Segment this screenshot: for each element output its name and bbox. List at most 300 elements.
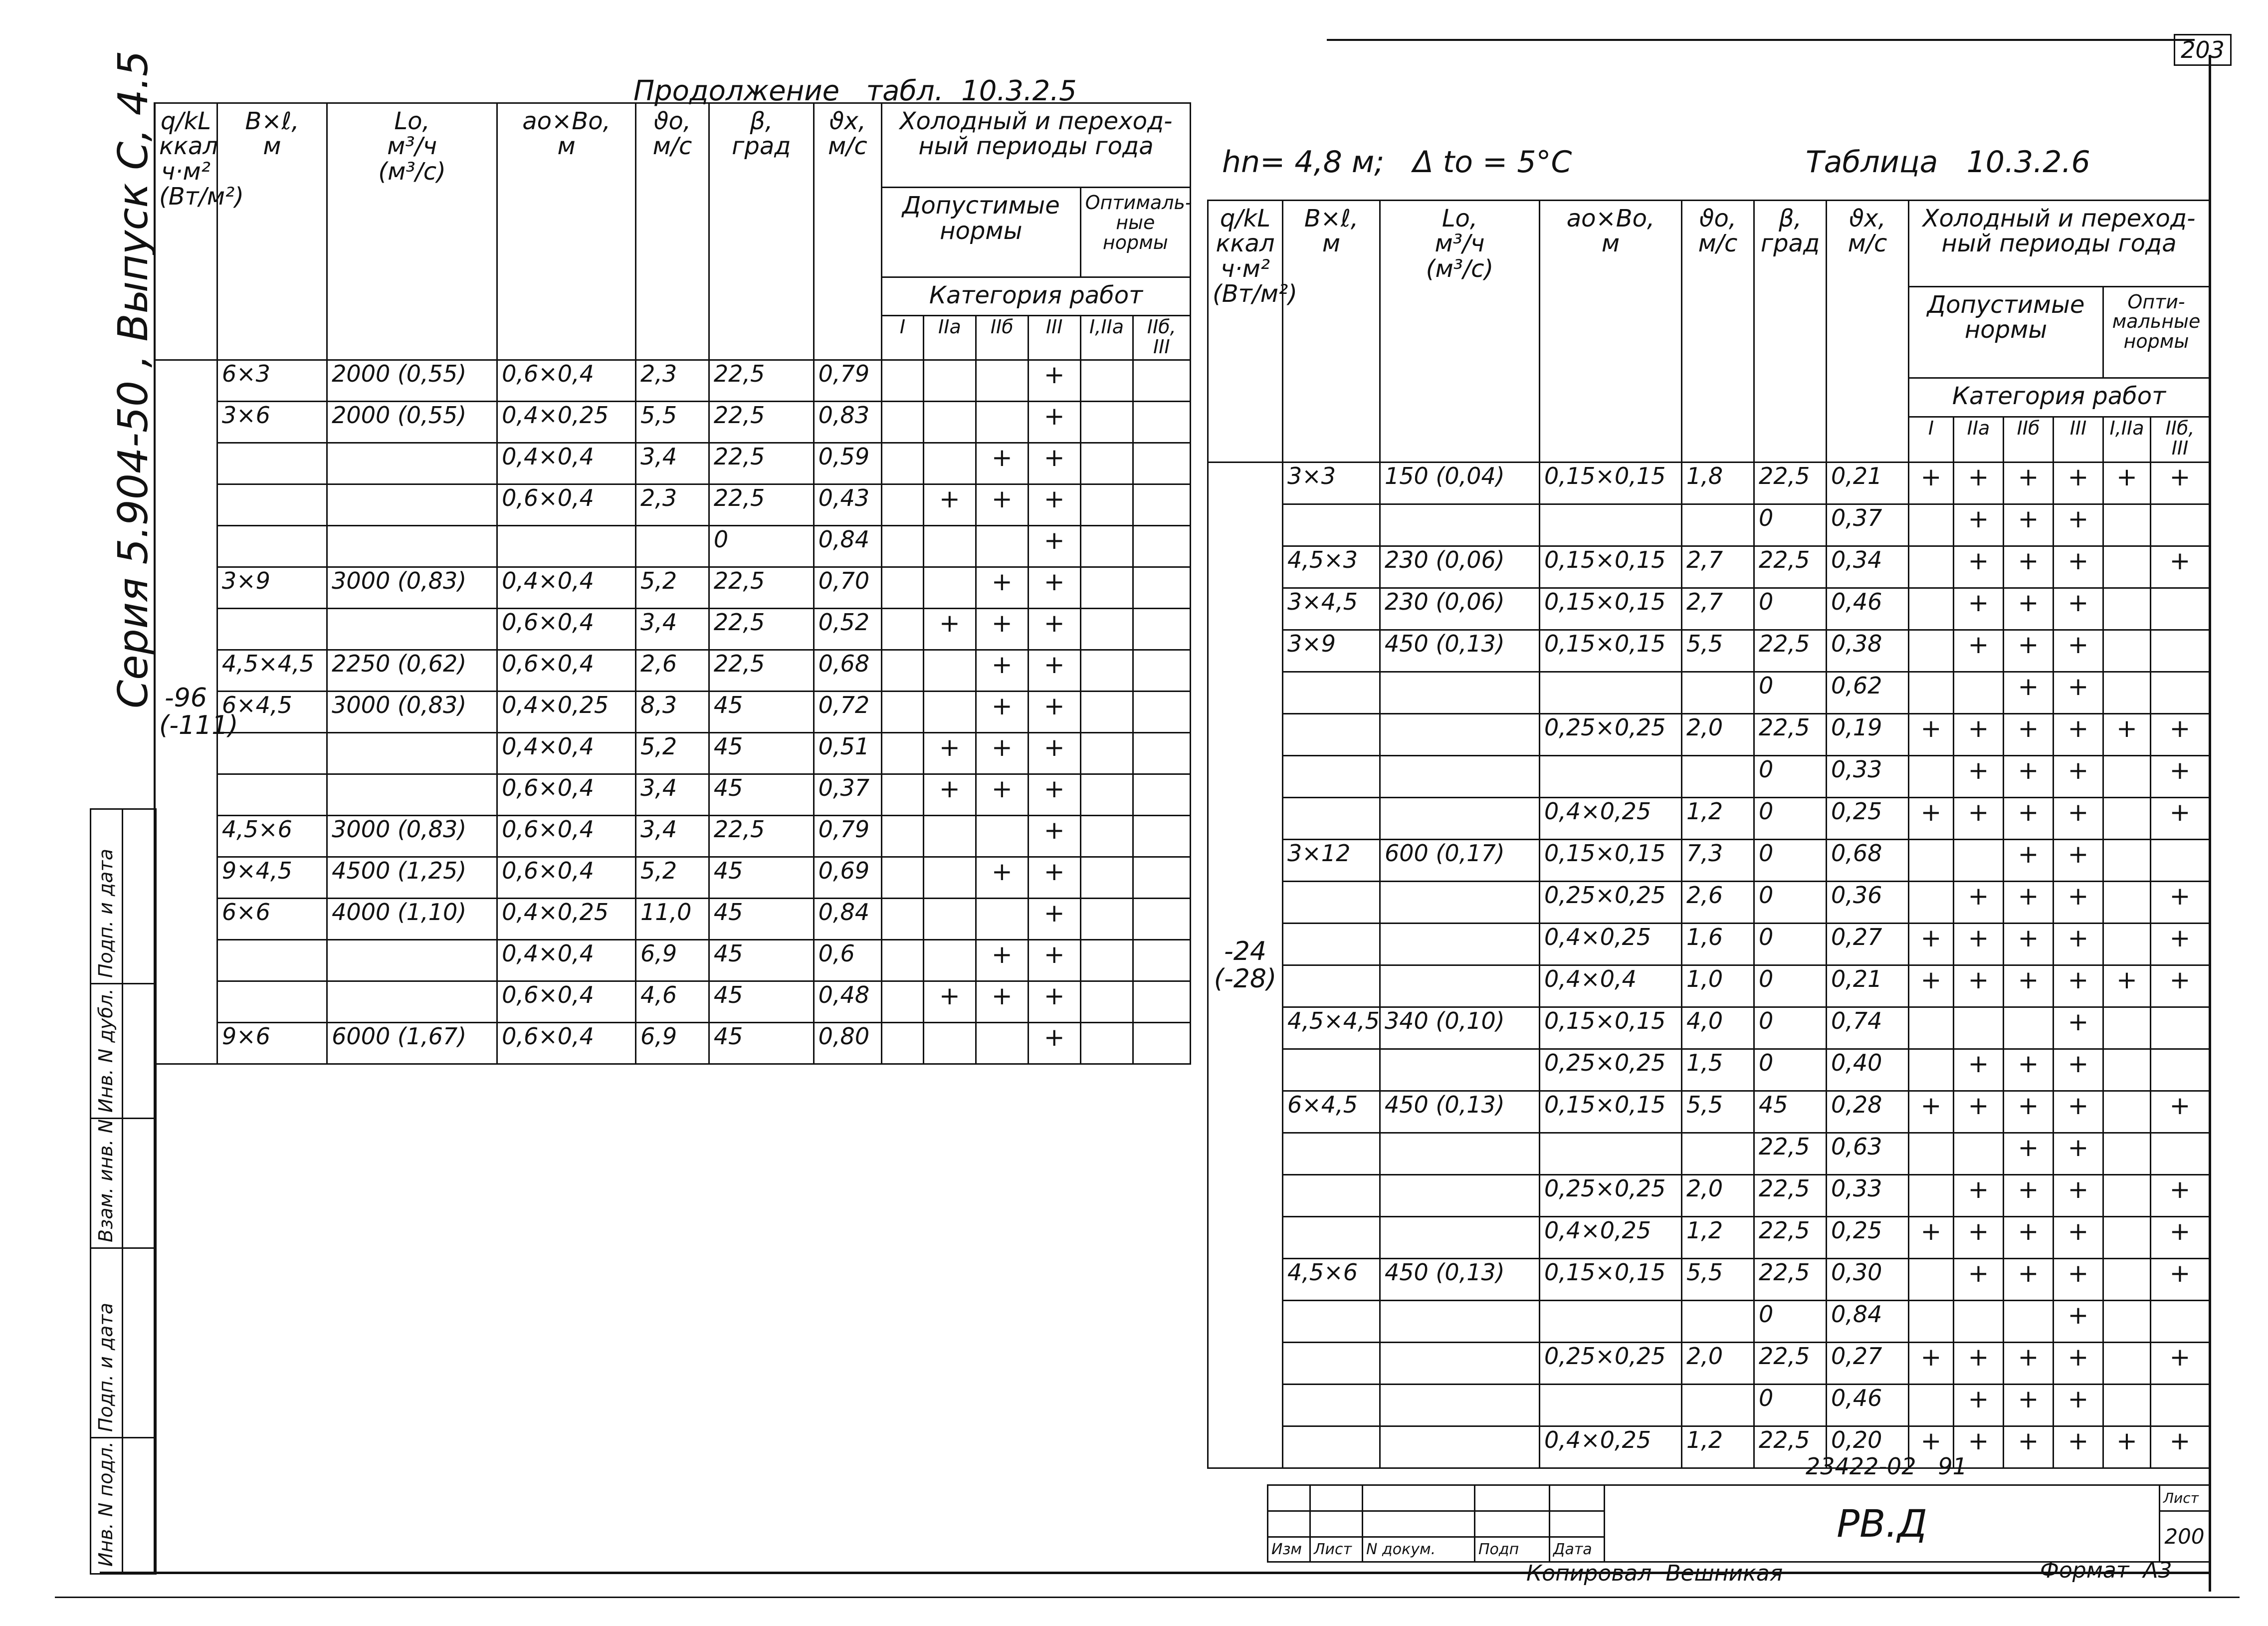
right-cell-beta: 22,5	[1754, 1133, 1827, 1175]
right-cell-vo: 1,2	[1682, 1426, 1754, 1468]
right-cell-lo	[1380, 1217, 1540, 1259]
right-cell-vx: 0,84	[1827, 1301, 1909, 1343]
right-cell-bl	[1283, 924, 1380, 965]
right-row	[1208, 672, 2210, 714]
left-cell-bl: 6×4,5	[217, 692, 327, 733]
right-mark: +	[2054, 1007, 2103, 1049]
left-mark: +	[976, 981, 1028, 1023]
right-mark	[2103, 924, 2151, 965]
left-cell-bl: 9×6	[217, 1023, 327, 1064]
right-mark: +	[1954, 546, 2004, 588]
right-cell-vx: 0,74	[1827, 1007, 1909, 1049]
left-cell-lo: 3000 (0,83)	[327, 816, 497, 857]
left-cell-beta: 22,5	[709, 360, 814, 402]
right-mark: +	[1954, 756, 2004, 798]
right-h-vx: ϑx, м/с	[1827, 201, 1909, 463]
right-cell-lo	[1380, 672, 1540, 714]
right-mark	[1909, 1175, 1954, 1217]
left-mark: +	[1028, 360, 1080, 402]
right-cell-ab: 0,25×0,25	[1540, 1175, 1682, 1217]
right-mark: +	[2151, 1217, 2210, 1259]
right-cell-ab: 0,15×0,15	[1540, 1259, 1682, 1301]
right-h-category: Категория работ	[1909, 378, 2210, 417]
right-mark: +	[2151, 714, 2210, 756]
left-h-ab: ao×Вo, м	[497, 103, 636, 360]
left-h-periods: Холодный и переход- ный периоды года	[882, 103, 1191, 188]
left-mark	[882, 360, 924, 402]
right-mark: +	[2054, 1385, 2103, 1426]
left-mark: +	[976, 609, 1028, 650]
left-cell-ab: 0,6×0,4	[497, 774, 636, 816]
right-mark: +	[1954, 630, 2004, 672]
right-mark: +	[2054, 1259, 2103, 1301]
left-mark	[1133, 733, 1191, 774]
left-mark	[923, 899, 976, 940]
right-mark	[2103, 1217, 2151, 1259]
left-mark: +	[976, 692, 1028, 733]
left-mark	[1133, 692, 1191, 733]
left-cell-bl	[217, 526, 327, 567]
left-mark	[976, 402, 1028, 443]
left-mark: +	[1028, 650, 1080, 692]
right-row	[1208, 840, 2210, 882]
left-row	[155, 816, 1191, 857]
right-mark	[1909, 1133, 1954, 1175]
right-cell-beta: 22,5	[1754, 1343, 1827, 1385]
right-cell-beta: 0	[1754, 756, 1827, 798]
left-cell-vo: 4,6	[636, 981, 709, 1023]
right-mark: +	[1909, 1343, 1954, 1385]
right-mark: +	[1909, 1217, 1954, 1259]
left-mark	[882, 940, 924, 981]
right-mark: +	[2004, 1259, 2054, 1301]
left-cell-vo: 3,4	[636, 816, 709, 857]
right-mark: +	[2004, 1133, 2054, 1175]
document-number: 23422-02 91	[1806, 1453, 1967, 1480]
right-cell-beta: 0	[1754, 924, 1827, 965]
left-mark	[1133, 1023, 1191, 1064]
right-header-row-1	[1208, 201, 2210, 287]
left-cell-lo	[327, 940, 497, 981]
right-cell-bl	[1283, 882, 1380, 924]
right-mark: +	[2054, 672, 2103, 714]
right-cell-bl	[1283, 1426, 1380, 1468]
left-mark: +	[1028, 733, 1080, 774]
left-cell-ab: 0,6×0,4	[497, 816, 636, 857]
right-mark: +	[2004, 965, 2054, 1007]
right-mark	[2103, 798, 2151, 840]
left-mark	[1133, 360, 1191, 402]
left-mark: +	[923, 733, 976, 774]
right-cell-ab: 0,25×0,25	[1540, 1343, 1682, 1385]
left-mark	[1080, 650, 1133, 692]
right-cell-beta: 45	[1754, 1091, 1827, 1133]
right-cell-ab: 0,15×0,15	[1540, 463, 1682, 504]
right-cell-bl: 3×9	[1283, 630, 1380, 672]
left-mark: +	[923, 484, 976, 526]
stamp-col-ndok: N докум.	[1363, 1537, 1475, 1562]
left-cell-bl	[217, 443, 327, 484]
left-cell-vo: 5,2	[636, 857, 709, 899]
right-cell-beta: 22,5	[1754, 630, 1827, 672]
right-h-q: q/kL ккал ч·м² (Вт/м²)	[1208, 201, 1283, 463]
right-cell-bl: 4,5×3	[1283, 546, 1380, 588]
right-mark: +	[2054, 630, 2103, 672]
right-mark	[1909, 1385, 1954, 1426]
right-cell-ab: 0,4×0,25	[1540, 924, 1682, 965]
left-h-q: q/kL ккал ч·м² (Вт/м²)	[155, 103, 217, 360]
right-row	[1208, 1426, 2210, 1468]
left-mark	[923, 360, 976, 402]
left-row	[155, 899, 1191, 940]
right-mark: +	[1909, 1426, 1954, 1468]
left-mark	[882, 484, 924, 526]
right-cell-beta: 0	[1754, 588, 1827, 630]
left-mark: +	[976, 484, 1028, 526]
right-mark: +	[1909, 1091, 1954, 1133]
left-row	[155, 609, 1191, 650]
right-mark	[2151, 1301, 2210, 1343]
right-h-allowed: Допустимые нормы	[1909, 286, 2103, 378]
left-cell-ab: 0,6×0,4	[497, 1023, 636, 1064]
left-mark	[1080, 402, 1133, 443]
right-cell-vx: 0,30	[1827, 1259, 1909, 1301]
right-cell-ab	[1540, 1385, 1682, 1426]
right-cell-vo: 7,3	[1682, 840, 1754, 882]
right-cell-ab: 0,15×0,15	[1540, 588, 1682, 630]
left-mark	[882, 857, 924, 899]
left-mark	[1080, 692, 1133, 733]
left-mark: +	[976, 940, 1028, 981]
right-mark	[1954, 840, 2004, 882]
right-cell-lo: 340 (0,10)	[1380, 1007, 1540, 1049]
left-cell-lo: 2000 (0,55)	[327, 360, 497, 402]
left-mark	[882, 443, 924, 484]
left-mark	[1080, 733, 1133, 774]
left-cell-vx: 0,83	[814, 402, 881, 443]
right-mark: +	[2054, 1343, 2103, 1385]
right-cell-bl	[1283, 756, 1380, 798]
right-cell-lo: 150 (0,04)	[1380, 463, 1540, 504]
right-mark: +	[1954, 463, 2004, 504]
right-mark: +	[2004, 1343, 2054, 1385]
left-cell-vx: 0,80	[814, 1023, 881, 1064]
left-h-bl: В×ℓ, м	[217, 103, 327, 360]
right-cell-ab: 0,4×0,4	[1540, 965, 1682, 1007]
left-row	[155, 567, 1191, 609]
right-mark: +	[1954, 1175, 2004, 1217]
stamp-sheet-label: Лист	[2160, 1485, 2210, 1511]
right-cell-lo	[1380, 1301, 1540, 1343]
left-mark	[1080, 567, 1133, 609]
right-row	[1208, 588, 2210, 630]
left-cell-ab: 0,4×0,4	[497, 733, 636, 774]
left-mark	[923, 650, 976, 692]
left-cell-lo	[327, 526, 497, 567]
right-cell-vo: 2,6	[1682, 882, 1754, 924]
right-mark: +	[2004, 924, 2054, 965]
left-mark: +	[923, 981, 976, 1023]
right-cell-vo: 2,7	[1682, 588, 1754, 630]
left-cell-vx: 0,68	[814, 650, 881, 692]
right-mark	[2103, 1175, 2151, 1217]
right-mark: +	[2103, 463, 2151, 504]
right-cell-beta: 0	[1754, 1385, 1827, 1426]
right-mark	[1954, 1301, 2004, 1343]
left-cell-vx: 0,70	[814, 567, 881, 609]
left-mark: +	[976, 857, 1028, 899]
right-cell-vx: 0,63	[1827, 1133, 1909, 1175]
left-cell-ab: 0,6×0,4	[497, 650, 636, 692]
right-cell-beta: 0	[1754, 504, 1827, 546]
left-mark	[976, 526, 1028, 567]
left-mark	[1080, 609, 1133, 650]
right-mark: +	[2151, 1343, 2210, 1385]
right-row	[1208, 1091, 2210, 1133]
right-cell-bl	[1283, 1385, 1380, 1426]
right-mark: +	[2151, 756, 2210, 798]
left-cell-ab: 0,6×0,4	[497, 981, 636, 1023]
right-cell-lo	[1380, 1426, 1540, 1468]
right-cell-vo	[1682, 1385, 1754, 1426]
right-row	[1208, 1133, 2210, 1175]
right-cell-bl: 4,5×4,5	[1283, 1007, 1380, 1049]
frame-bottom-line	[100, 1572, 2210, 1574]
right-mark: +	[1954, 924, 2004, 965]
left-cell-bl	[217, 774, 327, 816]
right-mark	[1909, 1259, 1954, 1301]
left-mark	[923, 1023, 976, 1064]
right-mark: +	[2054, 1426, 2103, 1468]
left-mark	[1080, 816, 1133, 857]
right-cell-ab: 0,4×0,25	[1540, 1217, 1682, 1259]
left-cell-ab: 0,6×0,4	[497, 484, 636, 526]
left-cell-beta: 45	[709, 899, 814, 940]
right-cell-ab	[1540, 1301, 1682, 1343]
right-cell-ab: 0,25×0,25	[1540, 1049, 1682, 1091]
left-mark	[1080, 1023, 1133, 1064]
right-mark	[2151, 588, 2210, 630]
right-row	[1208, 798, 2210, 840]
right-cell-lo: 450 (0,13)	[1380, 630, 1540, 672]
left-mark	[976, 899, 1028, 940]
left-mark	[1133, 857, 1191, 899]
left-cell-ab: 0,4×0,25	[497, 692, 636, 733]
left-cell-vo: 5,5	[636, 402, 709, 443]
right-cell-bl	[1283, 1301, 1380, 1343]
right-mark	[1909, 840, 1954, 882]
right-mark: +	[2054, 1091, 2103, 1133]
right-mark	[1909, 630, 1954, 672]
right-mark: +	[1954, 965, 2004, 1007]
right-mark	[1909, 672, 1954, 714]
right-mark	[2103, 756, 2151, 798]
left-cell-beta: 22,5	[709, 650, 814, 692]
right-cell-vo: 2,7	[1682, 546, 1754, 588]
right-mark: +	[2004, 1049, 2054, 1091]
right-cell-vx: 0,34	[1827, 546, 1909, 588]
left-h-beta: β, град	[709, 103, 814, 360]
left-mark	[882, 526, 924, 567]
left-mark	[1133, 526, 1191, 567]
left-cell-beta: 22,5	[709, 816, 814, 857]
left-h-category: Категория работ	[882, 277, 1191, 315]
right-cell-vx: 0,68	[1827, 840, 1909, 882]
right-cell-bl	[1283, 672, 1380, 714]
left-mark	[882, 981, 924, 1023]
right-mark	[1954, 1133, 2004, 1175]
right-cell-vx: 0,25	[1827, 1217, 1909, 1259]
left-mark: +	[1028, 774, 1080, 816]
left-mark	[1133, 567, 1191, 609]
right-row	[1208, 1259, 2210, 1301]
left-row	[155, 981, 1191, 1023]
left-mark: +	[976, 443, 1028, 484]
left-mark	[1080, 526, 1133, 567]
right-mark	[2004, 1301, 2054, 1343]
right-cell-vo: 1,8	[1682, 463, 1754, 504]
left-mark	[1133, 816, 1191, 857]
left-mark	[1133, 443, 1191, 484]
left-cell-ab: 0,6×0,4	[497, 360, 636, 402]
right-mark	[2151, 504, 2210, 546]
right-cell-bl	[1283, 965, 1380, 1007]
left-mark: +	[1028, 1023, 1080, 1064]
left-mark	[1080, 940, 1133, 981]
left-cell-lo	[327, 774, 497, 816]
left-row	[155, 650, 1191, 692]
right-mark: +	[2151, 798, 2210, 840]
left-cell-vx: 0,48	[814, 981, 881, 1023]
right-row	[1208, 1175, 2210, 1217]
left-group-q: -96 (-111)	[155, 360, 217, 1064]
right-cell-beta: 22,5	[1754, 714, 1827, 756]
right-mark: +	[1954, 1426, 2004, 1468]
right-cell-lo	[1380, 1385, 1540, 1426]
left-cat-2: IIa	[923, 315, 976, 360]
right-row	[1208, 714, 2210, 756]
left-cell-vx: 0,51	[814, 733, 881, 774]
left-cell-bl	[217, 484, 327, 526]
sheet-format: Формат А3	[2040, 1558, 2172, 1583]
frame-top-line	[1327, 39, 2195, 41]
left-cell-bl: 6×3	[217, 360, 327, 402]
right-cell-bl	[1283, 1217, 1380, 1259]
copied-by: Копировал Вешникая	[1526, 1561, 1783, 1586]
left-mark	[976, 816, 1028, 857]
right-mark: +	[1954, 1217, 2004, 1259]
left-cell-beta: 45	[709, 981, 814, 1023]
left-mark	[1080, 857, 1133, 899]
left-mark	[1080, 484, 1133, 526]
right-mark	[2103, 630, 2151, 672]
left-mark	[923, 816, 976, 857]
right-cell-lo	[1380, 965, 1540, 1007]
left-mark: +	[1028, 816, 1080, 857]
right-cell-ab: 0,15×0,15	[1540, 630, 1682, 672]
right-cell-vx: 0,27	[1827, 924, 1909, 965]
right-mark	[1909, 1007, 1954, 1049]
left-mark	[923, 567, 976, 609]
left-header-row-1	[155, 103, 1191, 188]
right-cell-vo: 2,0	[1682, 1175, 1754, 1217]
right-mark: +	[2004, 1385, 2054, 1426]
right-cell-vo: 2,0	[1682, 714, 1754, 756]
left-cell-bl	[217, 940, 327, 981]
left-cell-lo: 3000 (0,83)	[327, 567, 497, 609]
right-cell-vx: 0,28	[1827, 1091, 1909, 1133]
sidebar-label-1: Инв. N подл.	[95, 1441, 117, 1567]
left-mark: +	[1028, 857, 1080, 899]
left-mark	[923, 857, 976, 899]
right-mark: +	[2054, 1049, 2103, 1091]
left-cell-beta: 45	[709, 857, 814, 899]
right-cell-beta: 0	[1754, 798, 1827, 840]
left-mark	[882, 567, 924, 609]
right-cell-lo	[1380, 1175, 1540, 1217]
right-h-optimal: Опти- мальные нормы	[2103, 286, 2210, 378]
right-cell-lo: 450 (0,13)	[1380, 1259, 1540, 1301]
left-mark	[1080, 774, 1133, 816]
right-cell-bl	[1283, 504, 1380, 546]
left-mark	[1133, 609, 1191, 650]
right-mark: +	[2004, 756, 2054, 798]
right-h-lo: Lo, м³/ч (м³/с)	[1380, 201, 1540, 463]
sidebar-col-divider	[122, 808, 123, 1572]
left-h-vo: ϑo, м/с	[636, 103, 709, 360]
right-cell-vo	[1682, 672, 1754, 714]
left-cell-vo: 2,3	[636, 484, 709, 526]
right-mark: +	[2004, 546, 2054, 588]
left-mark	[923, 692, 976, 733]
right-mark: +	[2054, 1301, 2103, 1343]
left-cell-ab: 0,4×0,25	[497, 402, 636, 443]
right-cell-vo	[1682, 1133, 1754, 1175]
right-cell-bl	[1283, 1049, 1380, 1091]
left-cell-lo	[327, 981, 497, 1023]
right-cell-vo: 1,6	[1682, 924, 1754, 965]
right-mark	[1954, 1007, 2004, 1049]
right-row	[1208, 504, 2210, 546]
right-row	[1208, 965, 2210, 1007]
right-cell-vx: 0,33	[1827, 756, 1909, 798]
right-cat-4: III	[2054, 417, 2103, 462]
right-cell-ab: 0,25×0,25	[1540, 714, 1682, 756]
right-mark: +	[2151, 1091, 2210, 1133]
right-mark: +	[2004, 588, 2054, 630]
sidebar-label-2: Подп. и дата	[95, 1303, 117, 1432]
left-cell-bl: 3×6	[217, 402, 327, 443]
right-mark: +	[2004, 840, 2054, 882]
left-cell-vo: 11,0	[636, 899, 709, 940]
left-mark	[1133, 899, 1191, 940]
right-cell-lo	[1380, 1049, 1540, 1091]
right-row	[1208, 756, 2210, 798]
right-mark	[2151, 840, 2210, 882]
sidebar-label-3: Взам. инв. N	[95, 1119, 117, 1242]
left-cell-bl: 4,5×4,5	[217, 650, 327, 692]
left-mark	[882, 774, 924, 816]
right-mark: +	[2054, 1133, 2103, 1175]
stamp-col-podp: Подп	[1475, 1537, 1550, 1562]
right-cell-vo: 5,5	[1682, 630, 1754, 672]
right-cell-lo	[1380, 756, 1540, 798]
right-mark	[2151, 630, 2210, 672]
right-cell-beta: 22,5	[1754, 1217, 1827, 1259]
left-cell-beta: 45	[709, 733, 814, 774]
left-row	[155, 733, 1191, 774]
right-cell-vx: 0,21	[1827, 965, 1909, 1007]
